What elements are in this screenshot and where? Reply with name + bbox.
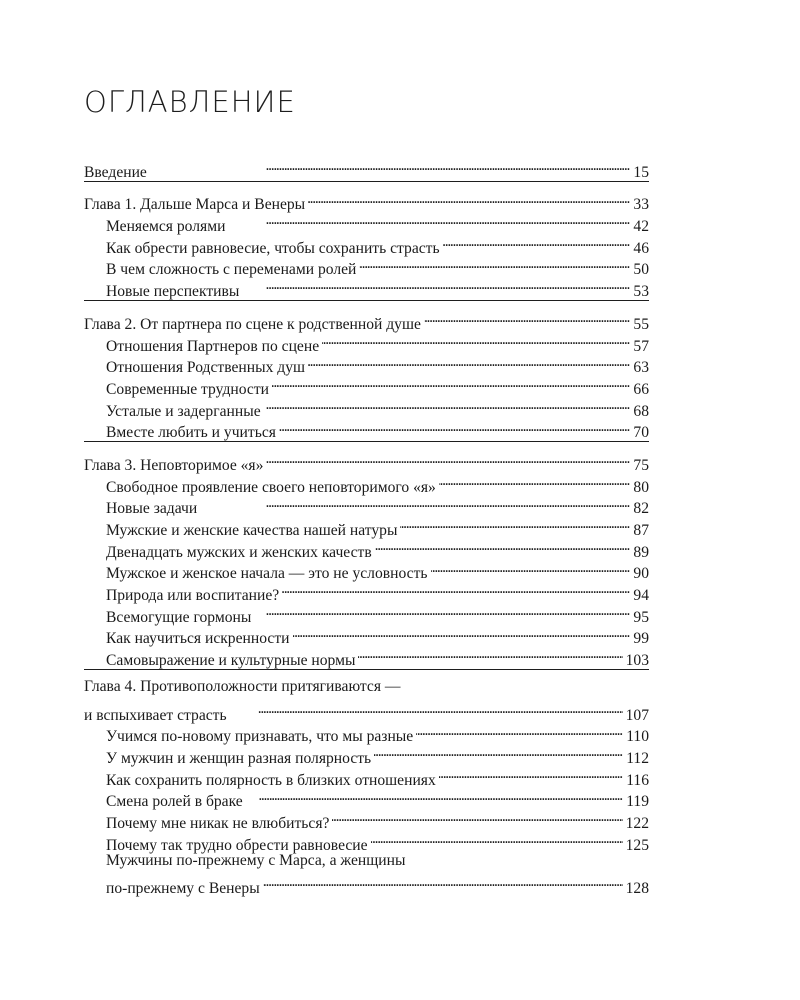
toc-entry-page: 90 (633, 565, 649, 583)
toc-entry-label: Свободное проявление своего неповторимого «я» (106, 478, 436, 496)
toc-entry-line1[interactable] (84, 850, 649, 872)
toc-entry[interactable] (84, 155, 649, 181)
toc-entry-label: Мужские и женские качества нашей натуры (106, 522, 398, 539)
toc-entry-label: Почему так трудно обрести равновесие (106, 836, 368, 854)
toc-entry-label: Усталые и задерганные (106, 402, 261, 420)
dot-leader (322, 329, 630, 351)
toc-entry-page: 57 (633, 337, 649, 355)
toc-entry-page: 99 (633, 630, 649, 648)
toc-entry-label: Самовыражение и культурные нормы (106, 652, 356, 670)
table-of-contents (84, 155, 649, 903)
toc-entry-label: Мужчины по-прежнему с Марса, а женщины (106, 851, 406, 869)
dot-leader (374, 741, 623, 763)
toc-entry-page: 89 (633, 543, 649, 561)
toc-entry-label: Учимся по-новому признавать, что мы разные (106, 728, 414, 746)
toc-entry-page: 112 (626, 749, 649, 767)
toc-entry-page: 128 (625, 880, 649, 897)
toc-entry-label: Всемогущие гормоны (106, 608, 252, 626)
toc-entry-page: 68 (633, 402, 649, 420)
toc-entry-label: Двенадцать мужских и женских качеств (106, 543, 372, 561)
toc-entry-label: В чем сложность с переменами ролей (106, 261, 357, 279)
toc-entry-label: Природа или воспитание? (106, 587, 280, 605)
toc-entry-label: Вместе любить и учиться (106, 424, 276, 442)
toc-entry-label: Как научиться искренности (106, 630, 290, 648)
dot-leader (443, 231, 631, 253)
toc-entry-page: 46 (633, 239, 649, 257)
dot-leader (439, 470, 631, 492)
toc-entry-page: 94 (633, 587, 649, 605)
toc-entry-label: Отношения Родственных душ (106, 359, 306, 377)
dot-leader (263, 871, 623, 893)
toc-entry-page: 75 (633, 456, 649, 474)
dot-leader (266, 448, 630, 470)
dot-leader (439, 763, 623, 785)
toc-entry-page: 50 (633, 261, 649, 279)
dot-leader (424, 307, 630, 329)
dot-leader (242, 274, 630, 296)
toc-section-chapter-4 (84, 676, 649, 897)
toc-chapter-label: Глава 1. Дальше Марса и Венеры (84, 196, 306, 214)
dot-leader (375, 535, 631, 557)
toc-entry-label: Мужское и женское начала — это не условность (106, 565, 428, 583)
toc-entry-label: Современные трудности (106, 380, 270, 398)
dot-leader (293, 622, 631, 644)
toc-entry-page: 33 (633, 196, 649, 214)
toc-chapter-label: и вспыхивает страсть (84, 706, 227, 724)
toc-entry-label: Меняемся ролями (106, 218, 226, 236)
toc-section-chapter-2 (84, 307, 649, 442)
page-title: ОГЛАВЛЕНИЕ (84, 85, 296, 119)
toc-entry-label: Почему мне никак не влюбиться? (106, 814, 330, 832)
toc-section-chapter-1 (84, 188, 649, 301)
dot-leader (279, 416, 630, 438)
toc-entry-page: 125 (625, 836, 649, 854)
dot-leader (359, 253, 630, 275)
toc-entry-page: 107 (625, 706, 649, 724)
dot-leader (228, 209, 630, 231)
toc-chapter-label: Глава 2. От партнера по сцене к родственной душе (84, 315, 421, 333)
dot-leader (431, 557, 631, 579)
toc-entry-label: Новые перспективы (106, 283, 240, 301)
toc-entry-label: по-прежнему с Венеры (106, 880, 260, 897)
dot-leader (254, 600, 630, 622)
toc-chapter-label: Глава 4. Противоположности притягиваются — (84, 678, 401, 696)
dot-leader (272, 372, 630, 394)
toc-chapter-entry[interactable] (84, 307, 649, 333)
toc-entry-label: Как обрести равновесие, чтобы сохранить страсть (106, 239, 440, 257)
toc-chapter-entry[interactable] (84, 188, 649, 214)
toc-chapter-label: Глава 3. Неповторимое «я» (84, 456, 264, 474)
dot-leader (150, 155, 631, 177)
toc-entry-label: Отношения Партнеров по сцене (106, 337, 320, 355)
dot-leader (371, 828, 623, 850)
toc-entry-page: 103 (625, 652, 649, 670)
toc-entry-page: 15 (633, 163, 649, 181)
toc-entry-page: 80 (633, 478, 649, 496)
toc-entry-label: Введение (84, 163, 147, 181)
toc-chapter-entry[interactable] (84, 448, 649, 474)
dot-leader (200, 492, 630, 514)
toc-section-chapter-3 (84, 448, 649, 670)
dot-leader (282, 578, 630, 600)
toc-entry-page: 95 (633, 608, 649, 626)
dot-leader (308, 351, 630, 373)
dot-leader (416, 720, 623, 742)
toc-chapter-entry-line1[interactable] (84, 676, 649, 698)
toc-entry-page: 122 (625, 814, 649, 832)
toc-entry-label: Смена ролей в браке (106, 793, 243, 811)
toc-entry-page: 53 (633, 283, 649, 301)
dot-leader (308, 188, 630, 210)
dot-leader (246, 785, 623, 807)
dot-leader (358, 643, 622, 665)
toc-entry-label: Новые задачи (106, 500, 198, 518)
toc-entry-page: 66 (633, 380, 649, 398)
dot-leader (230, 698, 623, 720)
toc-entry-label: Как сохранить полярность в близких отношениях (106, 771, 436, 789)
dot-leader (264, 394, 631, 416)
toc-entry[interactable] (84, 871, 649, 897)
toc-entry-page: 87 (633, 522, 649, 539)
toc-entry-page: 116 (626, 771, 649, 789)
toc-entry-page: 82 (633, 500, 649, 518)
toc-entry-page: 70 (633, 424, 649, 442)
toc-entry-page: 110 (626, 728, 649, 746)
dot-leader (332, 806, 622, 828)
toc-entry-page: 55 (633, 315, 649, 333)
toc-entry-label: У мужчин и женщин разная полярность (106, 749, 372, 767)
dot-leader (400, 513, 630, 535)
toc-entry-page: 63 (633, 359, 649, 377)
toc-entry-page: 42 (633, 218, 649, 236)
toc-chapter-entry[interactable] (84, 698, 649, 724)
toc-entry-page: 119 (626, 793, 649, 811)
toc-section-intro (84, 155, 649, 182)
